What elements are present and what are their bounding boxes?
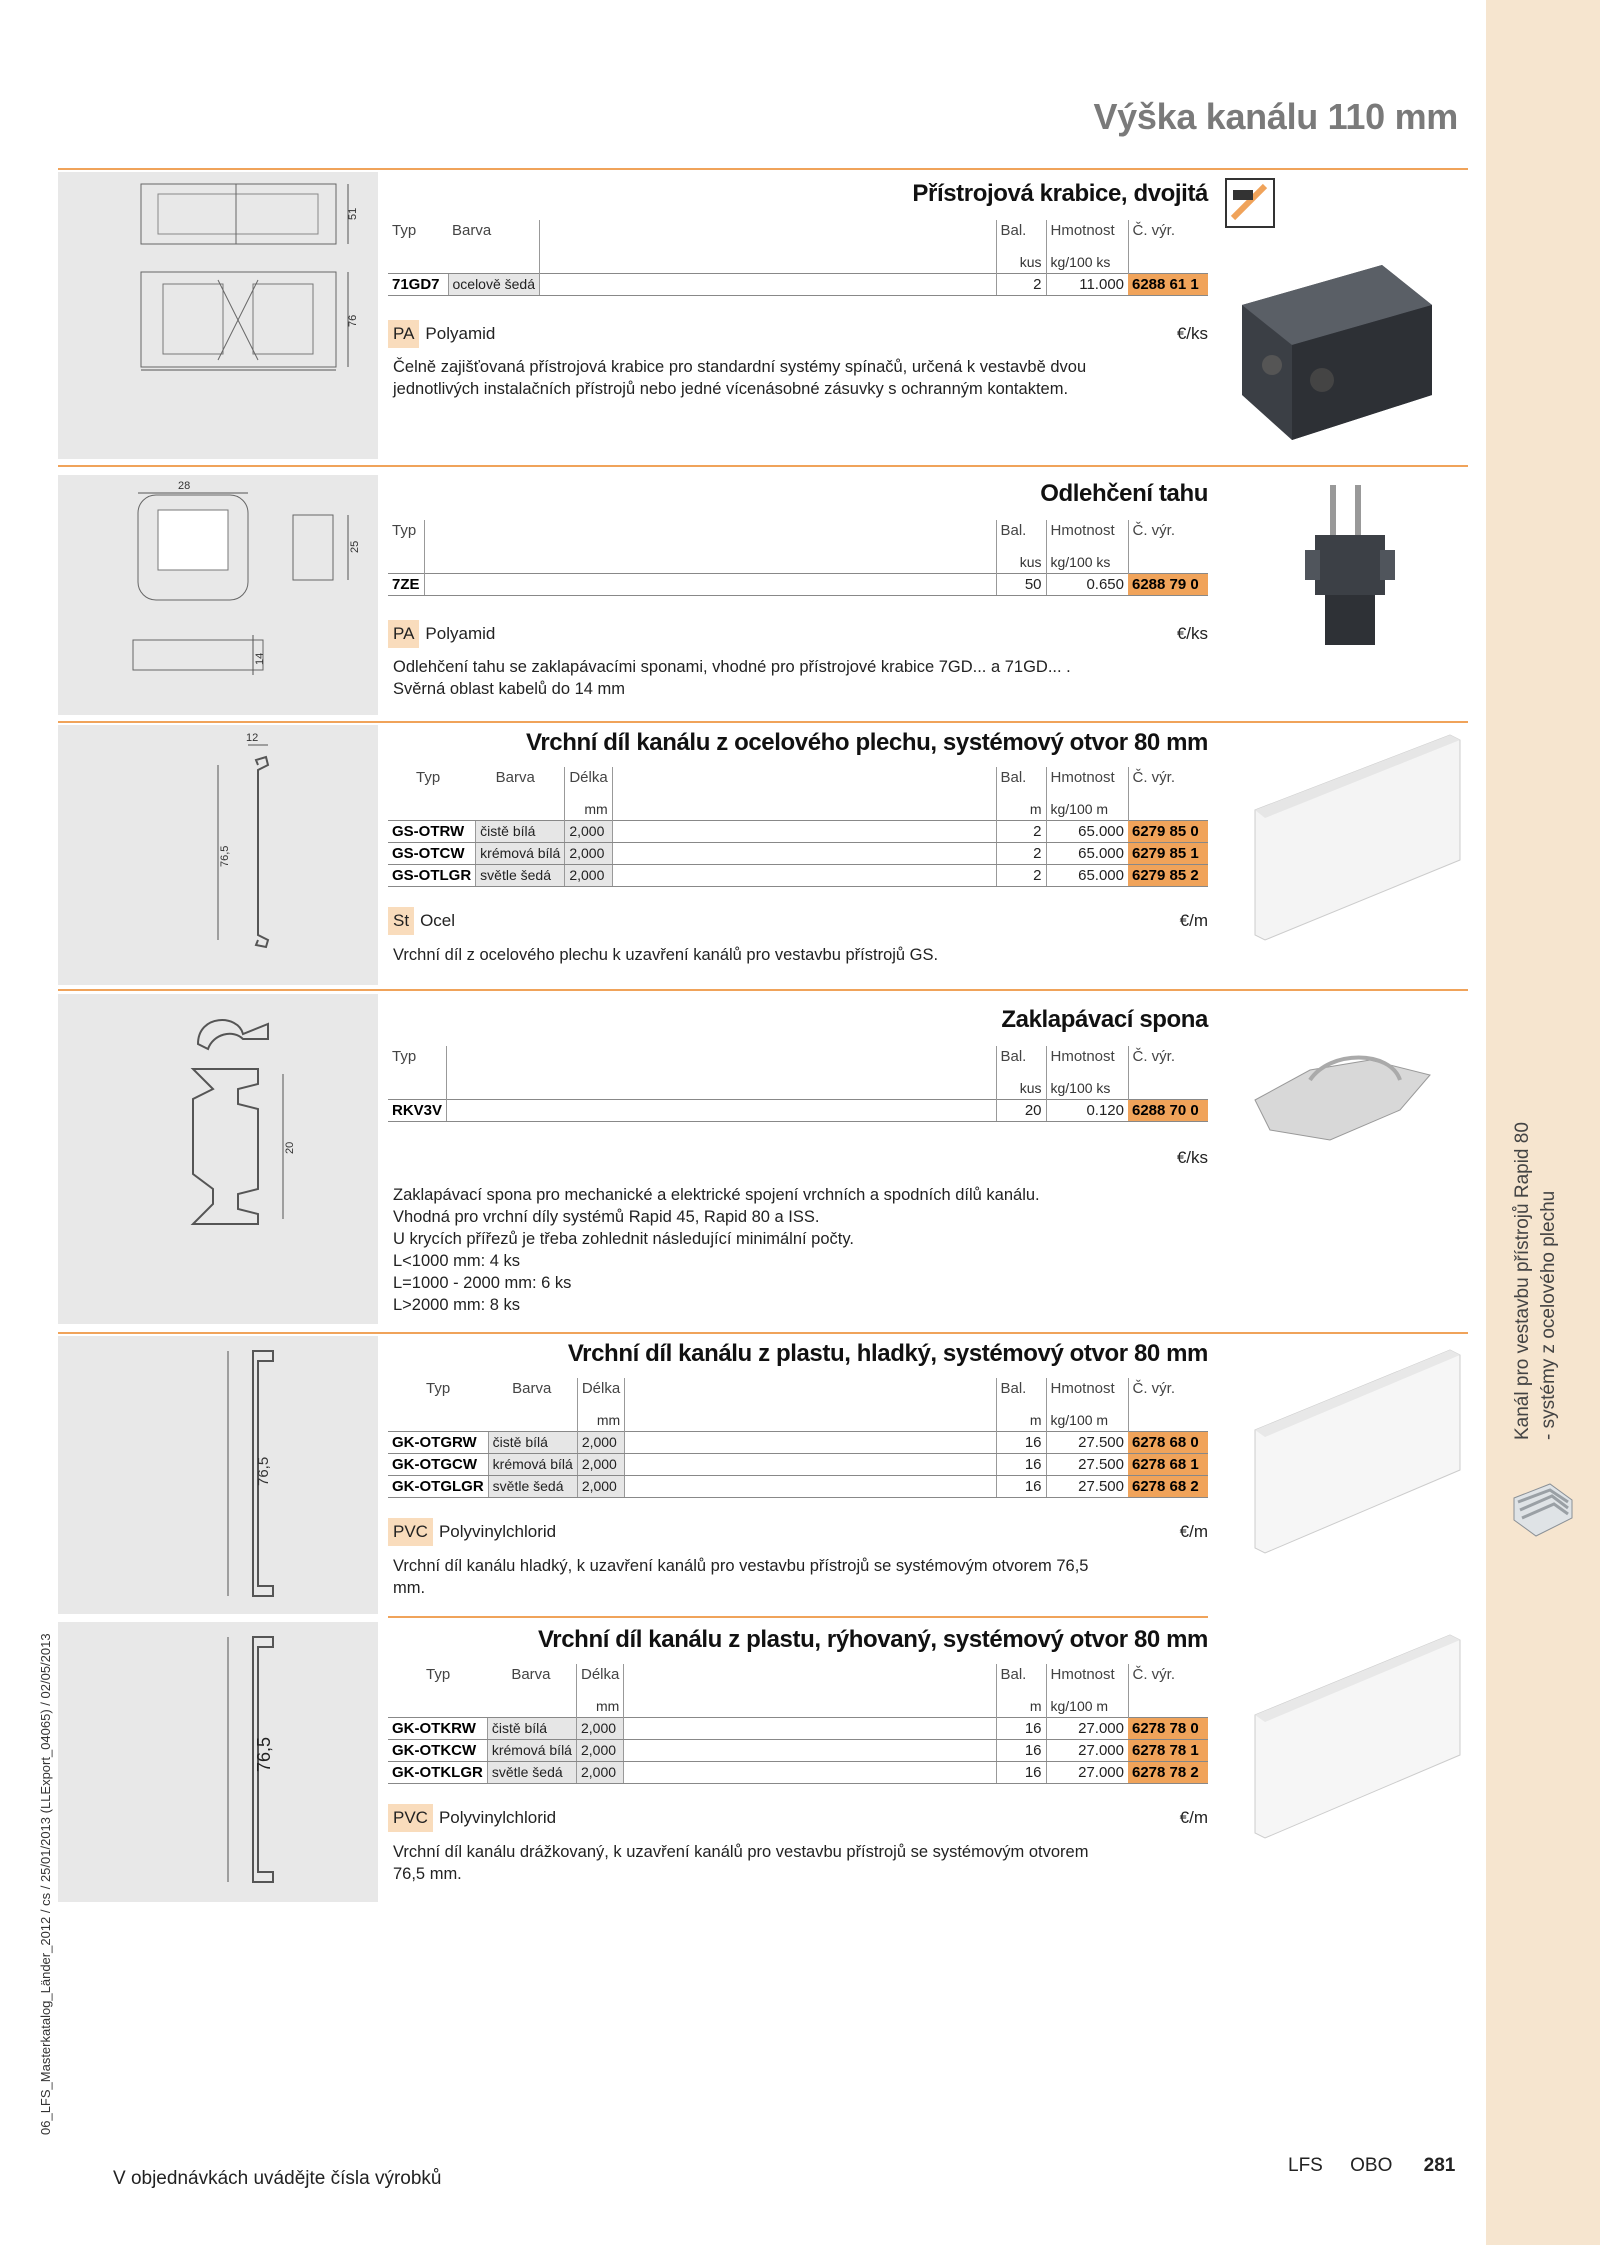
- row-color: světle šedá: [488, 1475, 577, 1497]
- col-header: Délka: [577, 1378, 624, 1399]
- material-code: PVC: [388, 1804, 433, 1832]
- product-table: [388, 220, 1208, 296]
- material-name: Polyamid: [425, 324, 496, 343]
- col-header: Délka: [576, 1664, 623, 1685]
- table-row: [388, 1761, 1208, 1783]
- unit-label: mm: [576, 1685, 623, 1717]
- row-pack: 16: [996, 1453, 1046, 1475]
- row-pack: 50: [996, 573, 1046, 595]
- row-color: čistě bílá: [487, 1717, 576, 1739]
- product-photo-clip: [1250, 1040, 1440, 1150]
- col-header: Bal.: [996, 220, 1046, 241]
- material-line: [388, 1144, 1208, 1172]
- table-row: [388, 1099, 1208, 1121]
- product-section-box: [388, 1336, 1208, 1616]
- row-article-no[interactable]: 6278 78 0: [1128, 1717, 1208, 1739]
- table-row: [388, 1453, 1208, 1475]
- dimension-label: 12: [246, 732, 259, 744]
- description: [393, 944, 1193, 966]
- col-header: Č. výr.: [1128, 767, 1208, 788]
- product-section-box: [388, 1622, 1208, 1912]
- material-code: St: [388, 907, 414, 935]
- product-section-box: [388, 725, 1208, 990]
- material-name: Polyamid: [425, 624, 496, 643]
- row-weight: 27.000: [1046, 1761, 1128, 1783]
- description: [393, 1184, 1193, 1316]
- row-article-no[interactable]: 6279 85 1: [1128, 842, 1208, 864]
- col-header: Hmotnost: [1046, 220, 1128, 241]
- table-row: [388, 573, 1208, 595]
- separator: [388, 1616, 1208, 1618]
- unit-label: mm: [577, 1399, 624, 1431]
- product-badge-icon: [1225, 178, 1275, 228]
- unit-label: mm: [565, 788, 612, 820]
- section-title: Vrchní díl kanálu z plastu, rýhovaný, systémový otvor 80 mm: [538, 1626, 1208, 1653]
- separator: [58, 721, 1468, 723]
- unit-label: kg/100 m: [1046, 788, 1128, 820]
- row-pack: 2: [996, 864, 1046, 886]
- col-header: Hmotnost: [1046, 1046, 1128, 1067]
- col-header: Bal.: [996, 520, 1046, 541]
- row-pack: 16: [996, 1431, 1046, 1453]
- row-weight: 65.000: [1046, 842, 1128, 864]
- col-header: Barva: [511, 1666, 551, 1683]
- row-pack: 2: [996, 842, 1046, 864]
- description-line: Vrchní díl kanálu drážkovaný, k uzavření kanálů pro vestavbu přístrojů se systémovým otvorem: [393, 1843, 1089, 1861]
- material-name: Polyvinylchlorid: [438, 1522, 557, 1541]
- row-color: krémová bílá: [476, 842, 565, 864]
- dimension-label: 76,5: [255, 1456, 272, 1486]
- description-line: Zaklapávací spona pro mechanické a elektrické spojení vrchních a spodních dílů kanálu.: [393, 1186, 1040, 1204]
- channel-icon: [1510, 1478, 1576, 1542]
- row-length: 2,000: [576, 1739, 623, 1761]
- col-header: Typ: [392, 222, 417, 239]
- description: [393, 1555, 1193, 1599]
- unit-label: kg/100 m: [1046, 1399, 1128, 1431]
- row-typ: GK-OTGCW: [388, 1453, 488, 1475]
- dimension-label: 76,5: [219, 845, 231, 867]
- section-title: Vrchní díl kanálu z ocelového plechu, systémový otvor 80 mm: [526, 729, 1208, 756]
- col-header: Hmotnost: [1046, 520, 1128, 541]
- row-article-no[interactable]: 6288 61 1: [1128, 273, 1208, 295]
- unit-label: kus: [996, 541, 1046, 573]
- side-tab-text: [1510, 1122, 1562, 1440]
- row-color: čistě bílá: [476, 820, 565, 842]
- unit-label: m: [996, 788, 1046, 820]
- material-name: Polyvinylchlorid: [438, 1808, 557, 1827]
- page-number: 281: [1423, 2155, 1456, 2176]
- col-header: Bal.: [996, 1046, 1046, 1067]
- table-row: [388, 864, 1208, 886]
- col-header: Č. výr.: [1128, 520, 1208, 541]
- product-table: [388, 1046, 1208, 1122]
- footer-note: V objednávkách uvádějte čísla výrobků: [113, 2168, 442, 2189]
- dimension-label: 20: [284, 1141, 296, 1154]
- description-line: Vrchní díl z ocelového plechu k uzavření kanálů pro vestavbu přístrojů GS.: [393, 946, 939, 964]
- description-line: Odlehčení tahu se zaklapávacími sponami, vhodné pro přístrojové krabice 7GD... a 71GD... .: [393, 658, 1071, 676]
- row-weight: 65.000: [1046, 820, 1128, 842]
- technical-drawing: [58, 725, 378, 985]
- table-row: [388, 820, 1208, 842]
- footer-brand-lfs: LFS: [1288, 2155, 1323, 2176]
- col-header: Typ: [416, 769, 441, 786]
- table-row: [388, 1717, 1208, 1739]
- product-section-box: [388, 994, 1208, 1334]
- description: [393, 356, 1193, 400]
- description-line: L<1000 mm: 4 ks: [393, 1252, 521, 1270]
- col-header: Č. výr.: [1128, 1664, 1208, 1685]
- material-line: [388, 320, 1208, 348]
- product-section-box: [388, 470, 1208, 720]
- col-header: Č. výr.: [1128, 1378, 1208, 1399]
- row-length: 2,000: [565, 864, 612, 886]
- row-article-no[interactable]: 6278 78 1: [1128, 1739, 1208, 1761]
- product-photo-plastic-cover-grooved: [1245, 1630, 1470, 1845]
- material-code: PVC: [388, 1518, 433, 1546]
- dimension-label: 76,5: [254, 1736, 274, 1772]
- dimension-label: 51: [347, 207, 359, 220]
- col-header: Typ: [426, 1666, 451, 1683]
- row-weight: 0.650: [1046, 573, 1128, 595]
- product-section-box: [388, 172, 1208, 462]
- table-row: [388, 1431, 1208, 1453]
- table-row: [388, 273, 1208, 295]
- section-title: Odlehčení tahu: [1040, 480, 1208, 507]
- product-table: [388, 767, 1208, 887]
- row-weight: 11.000: [1046, 273, 1128, 295]
- col-header: Hmotnost: [1046, 1378, 1128, 1399]
- product-table: [388, 520, 1208, 596]
- row-color: světle šedá: [487, 1761, 576, 1783]
- unit-label: kg/100 ks: [1046, 1067, 1128, 1099]
- row-pack: 20: [996, 1099, 1046, 1121]
- row-weight: 27.000: [1046, 1717, 1128, 1739]
- description-line: Svěrná oblast kabelů do 14 mm: [393, 680, 626, 698]
- row-typ: GS-OTCW: [388, 842, 476, 864]
- description: [393, 656, 1193, 700]
- footer-brand: [1288, 2155, 1455, 2177]
- description-line: L=1000 - 2000 mm: 6 ks: [393, 1274, 572, 1292]
- material-line: [388, 1804, 1208, 1832]
- description-line: Vrchní díl kanálu hladký, k uzavření kanálů pro vestavbu přístrojů se systémovým otvorem 76,5: [393, 1557, 1089, 1575]
- dimension-label: 28: [178, 480, 191, 492]
- row-weight: 0.120: [1046, 1099, 1128, 1121]
- row-pack: 2: [996, 820, 1046, 842]
- dimension-label: 25: [349, 540, 361, 553]
- description-line: U krycích přířezů je třeba zohlednit následující minimální počty.: [393, 1230, 854, 1248]
- dimension-label: 76: [347, 314, 359, 327]
- price-unit: €/ks: [1176, 1148, 1208, 1167]
- row-typ: GK-OTKCW: [388, 1739, 487, 1761]
- product-photo-device-box: [1232, 245, 1447, 445]
- product-photo-steel-cover: [1245, 730, 1470, 950]
- row-typ: GK-OTGRW: [388, 1431, 488, 1453]
- col-header: Bal.: [996, 1664, 1046, 1685]
- row-length: 2,000: [565, 820, 612, 842]
- description-line: Čelně zajišťovaná přístrojová krabice pro standardní systémy spínačů, určená k vestavbě dvou: [393, 358, 1087, 376]
- material-line: [388, 620, 1208, 648]
- row-typ: 71GD7: [388, 273, 448, 295]
- row-article-no[interactable]: 6288 79 0: [1128, 573, 1208, 595]
- product-table: [388, 1664, 1208, 1784]
- row-article-no[interactable]: 6278 68 0: [1128, 1431, 1208, 1453]
- technical-drawing: [58, 994, 378, 1324]
- row-article-no[interactable]: 6288 70 0: [1128, 1099, 1208, 1121]
- row-length: 2,000: [565, 842, 612, 864]
- catalog-note: 06_LFS_Masterkatalog_Länder_2012 / cs / 25/01/2013 (LLExport_04065) / 02/05/2013: [38, 1633, 53, 2135]
- material-line: [388, 907, 1208, 935]
- price-unit: €/ks: [1176, 624, 1208, 643]
- description: [393, 1841, 1193, 1885]
- unit-label: kus: [996, 1067, 1046, 1099]
- table-row: [388, 1475, 1208, 1497]
- table-row: [388, 1739, 1208, 1761]
- row-typ: GS-OTRW: [388, 820, 476, 842]
- product-photo-strain-relief: [1300, 480, 1400, 655]
- section-title: Vrchní díl kanálu z plastu, hladký, systémový otvor 80 mm: [567, 1340, 1208, 1367]
- unit-label: kus: [996, 241, 1046, 273]
- col-header: Bal.: [996, 767, 1046, 788]
- row-weight: 27.500: [1046, 1475, 1128, 1497]
- side-tab-line2: - systémy z ocelového plechu: [1538, 1190, 1559, 1440]
- row-color: čistě bílá: [488, 1431, 577, 1453]
- price-unit: €/m: [1179, 1808, 1208, 1827]
- unit-label: kg/100 m: [1046, 1685, 1128, 1717]
- row-typ: 7ZE: [388, 573, 424, 595]
- price-unit: €/ks: [1176, 324, 1208, 343]
- row-pack: 16: [996, 1739, 1046, 1761]
- col-header: Barva: [452, 222, 492, 239]
- row-typ: GK-OTKLGR: [388, 1761, 487, 1783]
- row-article-no[interactable]: 6279 85 2: [1128, 864, 1208, 886]
- col-header: Typ: [426, 1380, 451, 1397]
- description-line: L>2000 mm: 8 ks: [393, 1296, 521, 1314]
- row-length: 2,000: [576, 1761, 623, 1783]
- material-code: PA: [388, 320, 419, 348]
- dimension-label: 14: [254, 652, 266, 665]
- col-header: Typ: [392, 522, 417, 539]
- section-title: Přístrojová krabice, dvojitá: [912, 180, 1208, 207]
- row-weight: 27.000: [1046, 1739, 1128, 1761]
- col-header: Délka: [565, 767, 612, 788]
- row-length: 2,000: [577, 1431, 624, 1453]
- separator: [58, 465, 1468, 467]
- col-header: Barva: [512, 1380, 552, 1397]
- row-color: ocelově šedá: [448, 273, 540, 295]
- col-header: Barva: [495, 769, 535, 786]
- technical-drawing: [58, 1336, 378, 1614]
- technical-drawing: [58, 475, 378, 715]
- material-code: PA: [388, 620, 419, 648]
- row-article-no[interactable]: 6278 68 1: [1128, 1453, 1208, 1475]
- description-line: 76,5 mm.: [393, 1865, 462, 1883]
- row-typ: GS-OTLGR: [388, 864, 476, 886]
- technical-drawing: [58, 1622, 378, 1902]
- unit-label: kg/100 ks: [1046, 541, 1128, 573]
- footer-brand-obo: OBO: [1350, 2155, 1393, 2176]
- product-table: [388, 1378, 1208, 1498]
- material-line: [388, 1518, 1208, 1546]
- row-weight: 27.500: [1046, 1453, 1128, 1475]
- row-color: krémová bílá: [488, 1453, 577, 1475]
- row-color: krémová bílá: [487, 1739, 576, 1761]
- section-title: Zaklapávací spona: [1001, 1006, 1208, 1033]
- unit-label: m: [996, 1399, 1046, 1431]
- row-length: 2,000: [576, 1717, 623, 1739]
- side-tab-line1: Kanál pro vestavbu přístrojů Rapid 80: [1512, 1122, 1533, 1440]
- description-line: jednotlivých instalačních přístrojů nebo jedné vícenásobné zásuvky s ochranným kontaktem.: [393, 380, 1069, 398]
- col-header: Č. výr.: [1128, 220, 1208, 241]
- row-weight: 27.500: [1046, 1431, 1128, 1453]
- row-typ: RKV3V: [388, 1099, 447, 1121]
- unit-label: m: [996, 1685, 1046, 1717]
- page-title: Výška kanálu 110 mm: [1093, 96, 1458, 137]
- row-article-no[interactable]: 6278 78 2: [1128, 1761, 1208, 1783]
- description-line: Vhodná pro vrchní díly systémů Rapid 45, Rapid 80 a ISS.: [393, 1208, 820, 1226]
- row-typ: GK-OTGLGR: [388, 1475, 488, 1497]
- row-pack: 16: [996, 1475, 1046, 1497]
- col-header: Bal.: [996, 1378, 1046, 1399]
- col-header: Č. výr.: [1128, 1046, 1208, 1067]
- unit-label: kg/100 ks: [1046, 241, 1128, 273]
- separator: [58, 168, 1468, 170]
- col-header: Typ: [392, 1048, 417, 1065]
- row-typ: GK-OTKRW: [388, 1717, 487, 1739]
- table-row: [388, 842, 1208, 864]
- price-unit: €/m: [1179, 1522, 1208, 1541]
- description-line: mm.: [393, 1579, 426, 1597]
- row-article-no[interactable]: 6279 85 0: [1128, 820, 1208, 842]
- row-color: světle šedá: [476, 864, 565, 886]
- col-header: Hmotnost: [1046, 767, 1128, 788]
- price-unit: €/m: [1179, 911, 1208, 930]
- row-pack: 2: [996, 273, 1046, 295]
- row-pack: 16: [996, 1717, 1046, 1739]
- material-name: Ocel: [420, 911, 456, 930]
- row-length: 2,000: [577, 1475, 624, 1497]
- product-photo-plastic-cover-smooth: [1245, 1345, 1470, 1560]
- col-header: Hmotnost: [1046, 1664, 1128, 1685]
- row-weight: 65.000: [1046, 864, 1128, 886]
- row-length: 2,000: [577, 1453, 624, 1475]
- row-article-no[interactable]: 6278 68 2: [1128, 1475, 1208, 1497]
- technical-drawing: [58, 172, 378, 459]
- row-pack: 16: [996, 1761, 1046, 1783]
